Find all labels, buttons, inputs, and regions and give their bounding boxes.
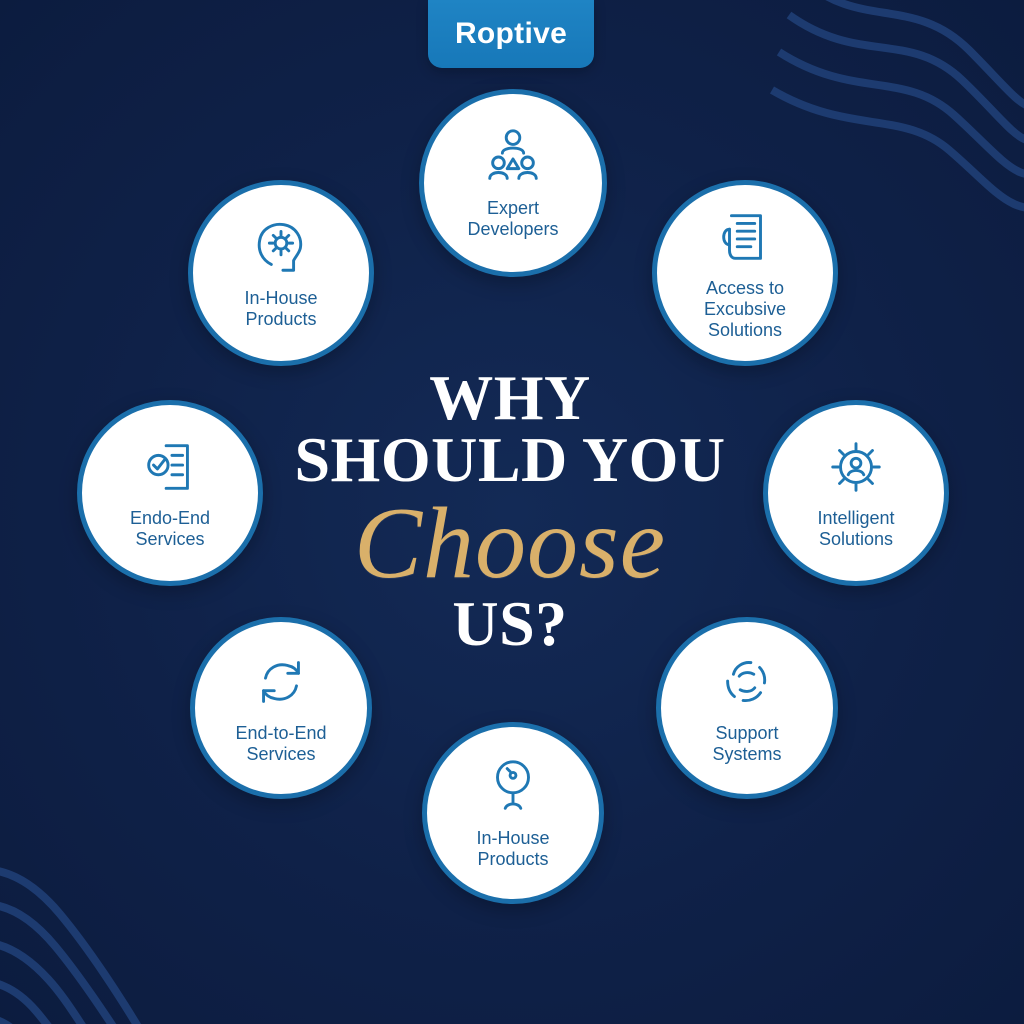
feature-card-support-systems — [656, 617, 838, 799]
support-cycle-icon — [716, 651, 778, 713]
decorative-waves-bottom-left — [0, 764, 260, 1024]
headline-line-4: US? — [452, 588, 568, 659]
refresh-icon — [250, 651, 312, 713]
feature-card-endo-end-services — [77, 400, 263, 586]
feature-card-end-to-end-services — [190, 617, 372, 799]
headline-line-3: Choose — [354, 487, 666, 600]
feature-card-in-house-products-bottom — [422, 722, 604, 904]
feature-card-expert-developers — [419, 89, 607, 277]
feature-label: End-to-End Services — [235, 723, 327, 764]
headline-line-1: WHY — [429, 362, 591, 433]
feature-label: Support Systems — [712, 723, 782, 764]
headline-block — [250, 350, 770, 670]
document-list-icon — [714, 206, 776, 268]
feature-label: Intelligent Solutions — [817, 508, 895, 549]
feature-label: In-House Products — [476, 828, 550, 869]
gear-user-icon — [825, 436, 887, 498]
feature-label: In-House Products — [244, 288, 318, 329]
feature-label: Access to Excubsive Solutions — [703, 277, 787, 340]
gear-head-icon — [250, 216, 312, 278]
brand-tab — [428, 0, 594, 68]
team-icon — [482, 126, 544, 188]
feature-label: Expert Developers — [467, 198, 559, 239]
map-pin-icon — [482, 756, 544, 818]
feature-card-in-house-products-top — [188, 180, 374, 366]
feature-card-access-exclusive-solutions — [652, 180, 838, 366]
feature-label: Endo-End Services — [129, 508, 211, 549]
checklist-document-icon — [139, 436, 201, 498]
brand-logo-text: Roptive — [454, 17, 568, 50]
feature-card-intelligent-solutions — [763, 400, 949, 586]
headline-line-2: SHOULD YOU — [294, 424, 726, 495]
